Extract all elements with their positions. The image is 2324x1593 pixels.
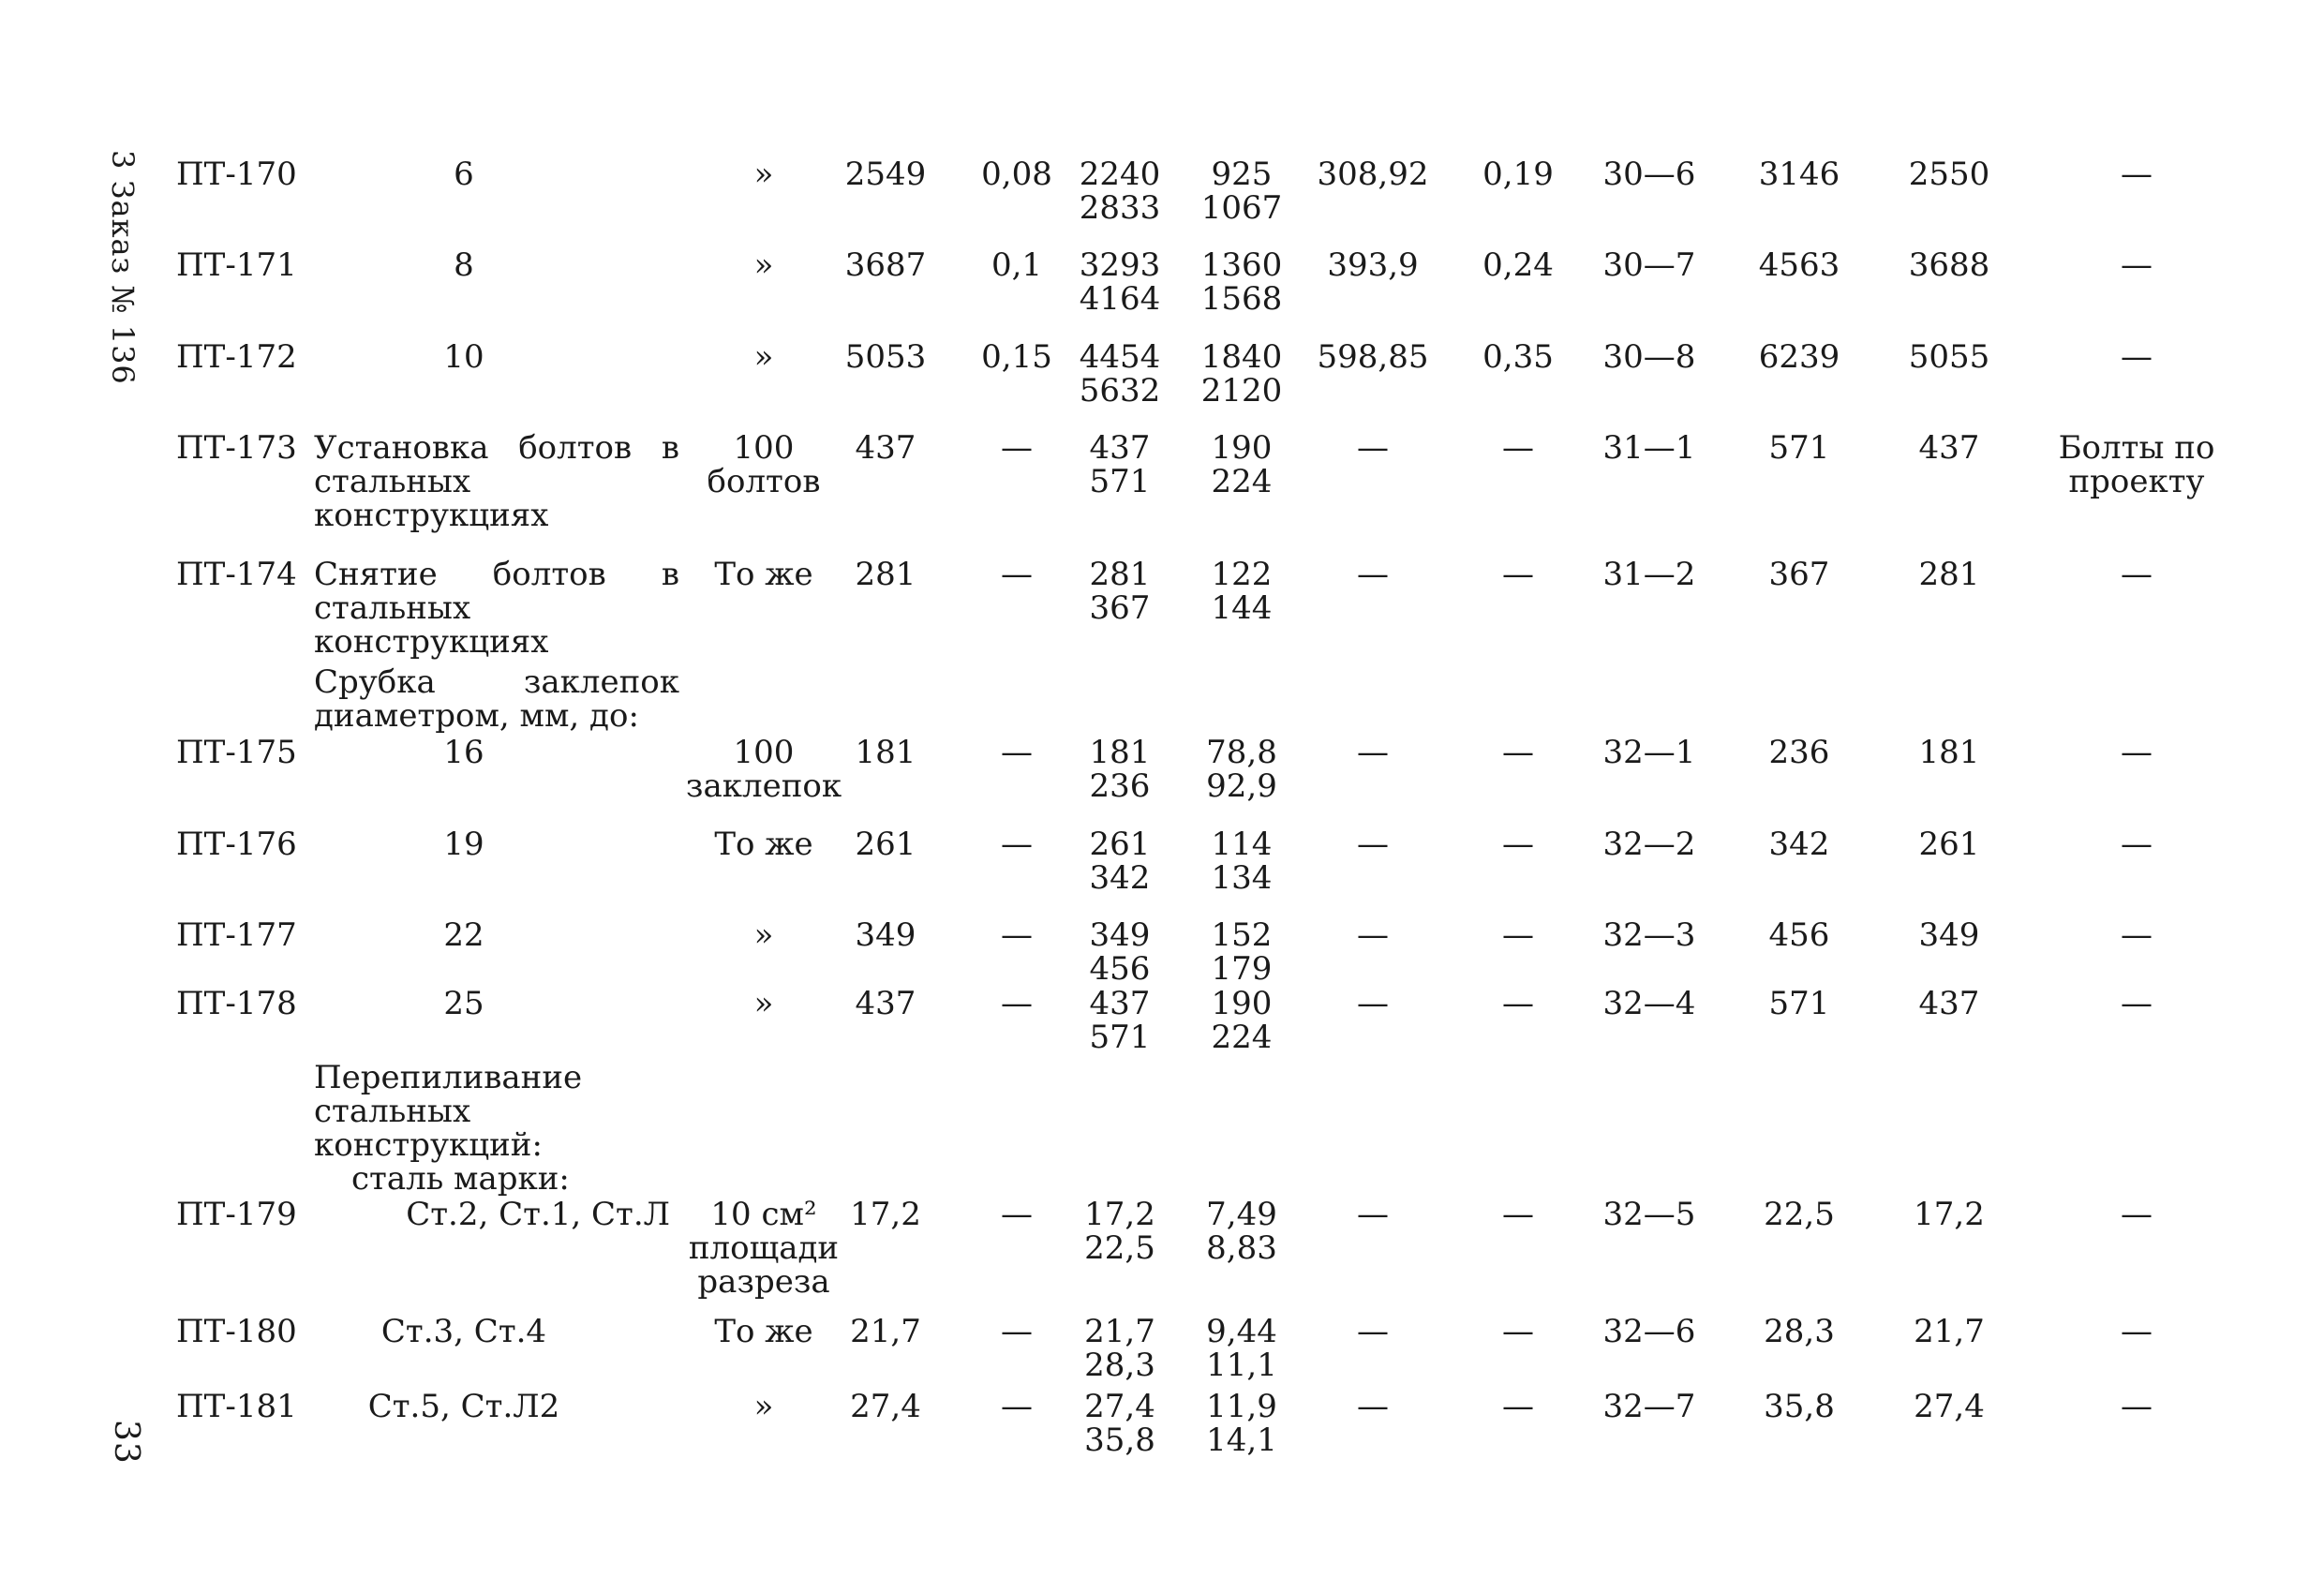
row-code: ПТ-177 xyxy=(176,916,297,954)
row-value-5: — xyxy=(1357,1313,1389,1350)
row-unit: » xyxy=(753,156,774,193)
row-code: ПТ-180 xyxy=(176,1313,297,1350)
row-ref: 32—3 xyxy=(1602,916,1696,954)
row-code: ПТ-179 xyxy=(176,1196,297,1233)
row-value-3-line: 22,5 xyxy=(1084,1229,1155,1267)
row-name: 19 xyxy=(443,826,484,863)
row-value-4-line: 122 xyxy=(1211,556,1273,593)
row-value-3 xyxy=(1059,827,1181,895)
row-value-3 xyxy=(1059,736,1181,803)
row-unit: 100 заклепок xyxy=(685,734,842,805)
row-value-4 xyxy=(1181,558,1303,625)
row-name: 22 xyxy=(443,916,484,954)
row-value-4 xyxy=(1181,1315,1303,1382)
row-value-1: 349 xyxy=(855,916,916,954)
row-value-2: — xyxy=(1001,1313,1033,1350)
row-value-2: 0,1 xyxy=(991,246,1043,284)
row-value-9: 437 xyxy=(1918,429,1980,467)
row-value-8: 456 xyxy=(1768,916,1830,954)
row-ref: 32—1 xyxy=(1602,734,1696,771)
row-value-3-line: 21,7 xyxy=(1084,1313,1155,1350)
row-value-3-line: 4454 xyxy=(1079,338,1161,376)
row-ref: 30—7 xyxy=(1602,246,1696,284)
row-value-8: 571 xyxy=(1768,985,1830,1022)
row-value-3-line: 367 xyxy=(1089,589,1151,627)
row-value-4-line: 134 xyxy=(1211,859,1273,897)
row-value-4-line: 1360 xyxy=(1200,246,1283,284)
row-ref: 31—2 xyxy=(1602,556,1696,593)
row-note: — xyxy=(2121,734,2153,771)
order-side-note: 3 Заказ № 136 xyxy=(105,150,141,385)
row-value-3-line: 2240 xyxy=(1079,156,1161,193)
row-value-2: — xyxy=(1001,916,1033,954)
row-value-4-line: 190 xyxy=(1211,429,1273,467)
row-value-1: 27,4 xyxy=(850,1388,921,1425)
row-value-2: — xyxy=(1001,985,1033,1022)
row-value-4-line: 92,9 xyxy=(1206,767,1277,805)
row-value-6: — xyxy=(1502,429,1534,467)
row-ref: 32—4 xyxy=(1602,985,1696,1022)
row-value-3-line: 5632 xyxy=(1079,372,1161,409)
row-value-5: — xyxy=(1357,916,1389,954)
row-value-1: 181 xyxy=(855,734,916,771)
row-code: ПТ-174 xyxy=(176,556,297,593)
row-value-3-line: 28,3 xyxy=(1084,1347,1155,1384)
row-value-3-line: 261 xyxy=(1089,826,1151,863)
row-note: — xyxy=(2121,916,2153,954)
row-value-4-line: 144 xyxy=(1211,589,1273,627)
row-value-2: 0,15 xyxy=(981,338,1052,376)
row-unit: То же xyxy=(714,1313,813,1350)
row-note: — xyxy=(2121,1196,2153,1233)
row-value-3-line: 437 xyxy=(1089,985,1151,1022)
row-value-4-line: 152 xyxy=(1211,916,1273,954)
row-value-3 xyxy=(1059,431,1181,499)
row-value-4-line: 11,9 xyxy=(1206,1388,1277,1425)
row-value-3 xyxy=(1059,558,1181,625)
row-value-4-line: 9,44 xyxy=(1206,1313,1277,1350)
row-name: 8 xyxy=(454,246,474,284)
row-value-4-line: 925 xyxy=(1211,156,1273,193)
row-value-3-line: 349 xyxy=(1089,916,1151,954)
row-value-1: 21,7 xyxy=(850,1313,921,1350)
row-value-9: 181 xyxy=(1918,734,1980,771)
row-value-1: 3687 xyxy=(844,246,927,284)
row-name: 25 xyxy=(443,985,484,1022)
row-value-5: — xyxy=(1357,429,1389,467)
row-unit: То же xyxy=(714,826,813,863)
row-note: — xyxy=(2121,156,2153,193)
row-value-1: 5053 xyxy=(844,338,927,376)
row-value-3-line: 35,8 xyxy=(1084,1422,1155,1459)
row-value-9: 5055 xyxy=(1908,338,1990,376)
row-value-4-line: 8,83 xyxy=(1206,1229,1277,1267)
row-value-5: — xyxy=(1357,1388,1389,1425)
row-value-2: 0,08 xyxy=(981,156,1052,193)
row-note: Болты по проекту xyxy=(2058,429,2215,500)
group-heading-rivets: Срубка заклепок диаметром, мм, до: xyxy=(314,663,679,735)
row-value-8: 22,5 xyxy=(1764,1196,1835,1233)
row-value-3 xyxy=(1059,1198,1181,1265)
row-value-4 xyxy=(1181,918,1303,986)
row-value-5: — xyxy=(1357,985,1389,1022)
row-value-4-line: 78,8 xyxy=(1206,734,1277,771)
row-value-2: — xyxy=(1001,826,1033,863)
row-value-1: 2549 xyxy=(844,156,927,193)
row-code: ПТ-171 xyxy=(176,246,297,284)
row-value-3-line: 342 xyxy=(1089,859,1151,897)
row-value-6: 0,24 xyxy=(1482,246,1554,284)
row-code: ПТ-175 xyxy=(176,734,297,771)
row-code: ПТ-170 xyxy=(176,156,297,193)
row-value-5: — xyxy=(1357,826,1389,863)
row-value-3-line: 456 xyxy=(1089,950,1151,988)
row-value-3-line: 236 xyxy=(1089,767,1151,805)
row-note: — xyxy=(2121,338,2153,376)
row-value-3-line: 27,4 xyxy=(1084,1388,1155,1425)
row-value-6: — xyxy=(1502,1388,1534,1425)
row-value-2: — xyxy=(1001,556,1033,593)
row-value-2: — xyxy=(1001,1196,1033,1233)
row-value-2: — xyxy=(1001,1388,1033,1425)
row-code: ПТ-172 xyxy=(176,338,297,376)
row-name: 6 xyxy=(454,156,474,193)
row-value-9: 27,4 xyxy=(1914,1388,1985,1425)
row-value-3-line: 17,2 xyxy=(1084,1196,1155,1233)
row-value-1: 261 xyxy=(855,826,916,863)
row-ref: 30—8 xyxy=(1602,338,1696,376)
row-ref: 32—5 xyxy=(1602,1196,1696,1233)
row-value-4 xyxy=(1181,157,1303,225)
row-value-8: 342 xyxy=(1768,826,1830,863)
row-name: Установка болтов в стальных конструкциях xyxy=(314,429,679,534)
row-value-5: — xyxy=(1357,1196,1389,1233)
row-value-4 xyxy=(1181,431,1303,499)
row-value-6: — xyxy=(1502,556,1534,593)
group-heading-steel-grade: сталь марки: xyxy=(351,1160,570,1198)
row-value-4 xyxy=(1181,827,1303,895)
page-number: 33 xyxy=(107,1420,145,1465)
row-value-4-line: 179 xyxy=(1211,950,1273,988)
row-value-3 xyxy=(1059,987,1181,1054)
row-unit: » xyxy=(753,1388,774,1425)
row-name: Ст.3, Ст.4 xyxy=(380,1313,547,1350)
row-unit: » xyxy=(753,246,774,284)
row-value-6: — xyxy=(1502,1313,1534,1350)
row-value-6: — xyxy=(1502,916,1534,954)
row-value-2: — xyxy=(1001,429,1033,467)
row-unit: То же xyxy=(714,556,813,593)
row-value-4-line: 1568 xyxy=(1200,280,1283,318)
row-value-6: — xyxy=(1502,985,1534,1022)
row-note: — xyxy=(2121,1313,2153,1350)
row-value-4-line: 224 xyxy=(1211,1019,1273,1056)
row-unit: » xyxy=(753,338,774,376)
row-value-4 xyxy=(1181,1390,1303,1457)
row-value-3 xyxy=(1059,1315,1181,1382)
row-ref: 30—6 xyxy=(1602,156,1696,193)
row-value-9: 349 xyxy=(1918,916,1980,954)
group-heading-sawing: Перепиливание стальных конструкций: xyxy=(314,1059,583,1164)
row-value-8: 571 xyxy=(1768,429,1830,467)
row-value-4-line: 190 xyxy=(1211,985,1273,1022)
row-value-3 xyxy=(1059,1390,1181,1457)
row-value-4-line: 1840 xyxy=(1200,338,1283,376)
row-value-3-line: 4164 xyxy=(1079,280,1161,318)
row-value-4 xyxy=(1181,987,1303,1054)
row-value-4-line: 11,1 xyxy=(1206,1347,1277,1384)
row-value-3 xyxy=(1059,340,1181,408)
row-value-9: 281 xyxy=(1918,556,1980,593)
row-value-5: — xyxy=(1357,734,1389,771)
row-value-4-line: 224 xyxy=(1211,463,1273,500)
row-value-4-line: 114 xyxy=(1211,826,1273,863)
row-value-6: — xyxy=(1502,1196,1534,1233)
row-value-1: 281 xyxy=(855,556,916,593)
row-unit: 10 см² площади разреза xyxy=(688,1196,840,1301)
row-value-8: 236 xyxy=(1768,734,1830,771)
row-note: — xyxy=(2121,826,2153,863)
row-value-5: 598,85 xyxy=(1317,338,1429,376)
row-value-9: 2550 xyxy=(1908,156,1990,193)
row-value-3-line: 281 xyxy=(1089,556,1151,593)
row-ref: 32—7 xyxy=(1602,1388,1696,1425)
row-value-9: 3688 xyxy=(1908,246,1990,284)
row-value-9: 21,7 xyxy=(1914,1313,1985,1350)
row-value-4-line: 2120 xyxy=(1200,372,1283,409)
row-value-5: — xyxy=(1357,556,1389,593)
row-value-3-line: 181 xyxy=(1089,734,1151,771)
row-value-1: 17,2 xyxy=(850,1196,921,1233)
row-value-4-line: 7,49 xyxy=(1206,1196,1277,1233)
row-value-3-line: 2833 xyxy=(1079,189,1161,227)
row-value-8: 4563 xyxy=(1758,246,1840,284)
row-code: ПТ-178 xyxy=(176,985,297,1022)
row-value-3 xyxy=(1059,248,1181,316)
row-name: 10 xyxy=(443,338,484,376)
row-value-4-line: 1067 xyxy=(1200,189,1283,227)
row-name: 16 xyxy=(443,734,484,771)
row-ref: 32—2 xyxy=(1602,826,1696,863)
row-code: ПТ-176 xyxy=(176,826,297,863)
row-value-4-line: 14,1 xyxy=(1206,1422,1277,1459)
row-note: — xyxy=(2121,985,2153,1022)
row-ref: 31—1 xyxy=(1602,429,1696,467)
row-ref: 32—6 xyxy=(1602,1313,1696,1350)
row-code: ПТ-173 xyxy=(176,429,297,467)
row-name: Ст.5, Ст.Л2 xyxy=(367,1388,560,1425)
row-value-2: — xyxy=(1001,734,1033,771)
row-name: Снятие болтов в стальных конструкциях xyxy=(314,556,679,661)
row-value-8: 3146 xyxy=(1758,156,1840,193)
row-value-9: 17,2 xyxy=(1914,1196,1985,1233)
row-value-8: 367 xyxy=(1768,556,1830,593)
row-value-9: 437 xyxy=(1918,985,1980,1022)
row-note: — xyxy=(2121,556,2153,593)
row-value-3 xyxy=(1059,157,1181,225)
row-unit: » xyxy=(753,985,774,1022)
row-value-6: — xyxy=(1502,826,1534,863)
row-name: Ст.2, Ст.1, Ст.Л xyxy=(406,1196,670,1233)
row-value-6: 0,19 xyxy=(1482,156,1554,193)
row-value-5: 308,92 xyxy=(1317,156,1429,193)
row-code: ПТ-181 xyxy=(176,1388,297,1425)
row-note: — xyxy=(2121,1388,2153,1425)
row-value-3-line: 571 xyxy=(1089,1019,1151,1056)
row-value-4 xyxy=(1181,1198,1303,1265)
row-note: — xyxy=(2121,246,2153,284)
row-value-4 xyxy=(1181,248,1303,316)
row-value-5: 393,9 xyxy=(1327,246,1419,284)
row-value-3-line: 571 xyxy=(1089,463,1151,500)
row-unit: 100 болтов xyxy=(707,429,821,500)
row-unit: » xyxy=(753,916,774,954)
row-value-8: 28,3 xyxy=(1764,1313,1835,1350)
row-value-3-line: 3293 xyxy=(1079,246,1161,284)
row-value-9: 261 xyxy=(1918,826,1980,863)
row-value-3-line: 437 xyxy=(1089,429,1151,467)
row-value-3 xyxy=(1059,918,1181,986)
row-value-8: 6239 xyxy=(1758,338,1840,376)
row-value-6: 0,35 xyxy=(1482,338,1554,376)
row-value-1: 437 xyxy=(855,985,916,1022)
row-value-4 xyxy=(1181,736,1303,803)
row-value-8: 35,8 xyxy=(1764,1388,1835,1425)
row-value-6: — xyxy=(1502,734,1534,771)
row-value-1: 437 xyxy=(855,429,916,467)
row-value-4 xyxy=(1181,340,1303,408)
